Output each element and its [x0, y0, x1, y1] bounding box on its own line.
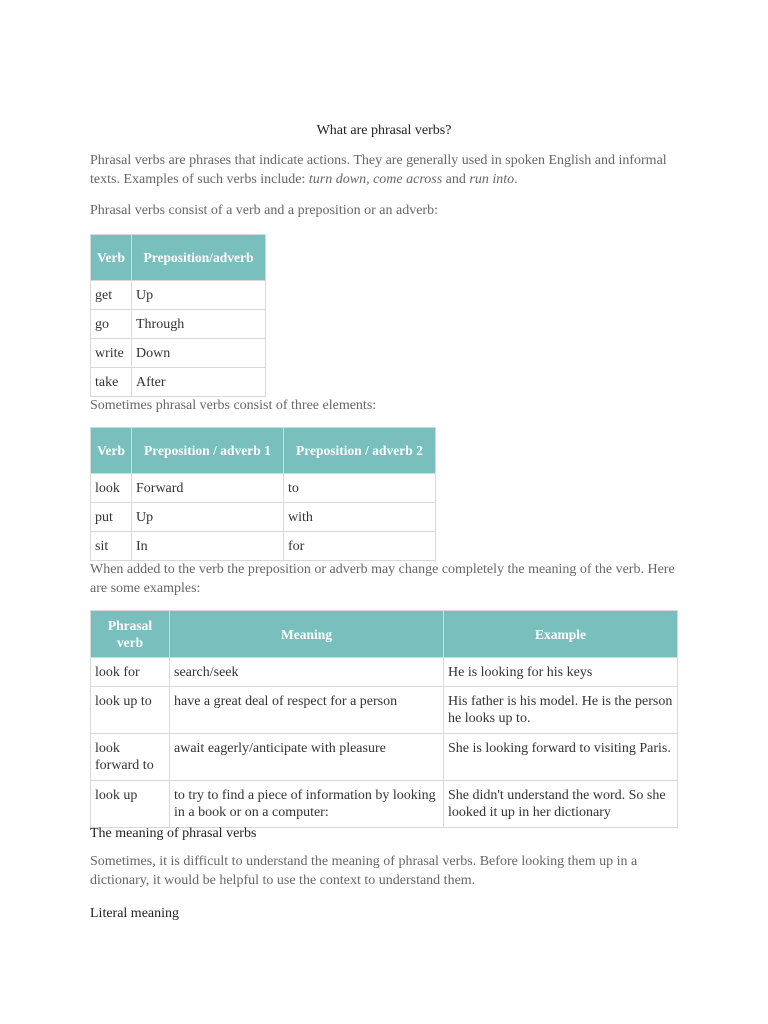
- table-row: [91, 368, 266, 397]
- table-header-row: [91, 611, 678, 658]
- table-cell: look: [91, 474, 132, 503]
- table-cell: Up: [132, 281, 266, 310]
- verb-structure-paragraph: Phrasal verbs consist of a verb and a preposition or an adverb:: [90, 203, 438, 218]
- table-header-row: [91, 235, 266, 281]
- page-title: What are phrasal verbs?: [316, 123, 452, 138]
- meaning-paragraph: Sometimes, it is difficult to understand the meaning of phrasal verbs. Before looking them up in a dictionary, it would be helpful to use the context to understand them.: [90, 854, 638, 888]
- table-cell: look up: [91, 781, 170, 828]
- table-cell: search/seek: [170, 658, 444, 687]
- table-row: [91, 339, 266, 368]
- table-row: [91, 503, 436, 532]
- column-header: Verb: [91, 428, 132, 474]
- table-cell: to: [284, 474, 436, 503]
- table-cell: After: [132, 368, 266, 397]
- table-cell: Down: [132, 339, 266, 368]
- intro-end: .: [514, 172, 518, 187]
- table-cell: His father is his model. He is the person he looks up to.: [444, 687, 678, 734]
- phrasal-verb-examples-table: [90, 610, 678, 828]
- table-cell: with: [284, 503, 436, 532]
- table-cell: Up: [132, 503, 284, 532]
- column-header: Preposition/adverb: [132, 235, 266, 281]
- intro-and: and: [442, 172, 470, 187]
- table-cell: He is looking for his keys: [444, 658, 678, 687]
- two-element-table: [90, 234, 266, 397]
- table-cell: Through: [132, 310, 266, 339]
- table-cell: write: [91, 339, 132, 368]
- intro-example-2: run into: [469, 172, 515, 187]
- table-cell: go: [91, 310, 132, 339]
- table-cell: sit: [91, 532, 132, 561]
- table-row: [91, 734, 678, 781]
- table-row: [91, 281, 266, 310]
- table-row: [91, 532, 436, 561]
- three-elements-paragraph: Sometimes phrasal verbs consist of three elements:: [90, 398, 377, 413]
- table-row: [91, 687, 678, 734]
- table-row: [91, 658, 678, 687]
- table-cell: get: [91, 281, 132, 310]
- table-row: [91, 474, 436, 503]
- table-cell: She is looking forward to visiting Paris.: [444, 734, 678, 781]
- table-row: [91, 310, 266, 339]
- column-header: Preposition / adverb 1: [132, 428, 284, 474]
- table-cell: have a great deal of respect for a person: [170, 687, 444, 734]
- table-cell: to try to find a piece of information by looking in a book or on a computer:: [170, 781, 444, 828]
- column-header: Verb: [91, 235, 132, 281]
- table-cell: take: [91, 368, 132, 397]
- table-cell: look for: [91, 658, 170, 687]
- table-cell: She didn't understand the word. So she looked it up in her dictionary: [444, 781, 678, 828]
- meaning-change-paragraph: When added to the verb the preposition or adverb may change completely the meaning of the verb. Here are some examples:: [90, 562, 675, 596]
- table-header-row: [91, 428, 436, 474]
- intro-example-1: turn down, come across: [308, 172, 443, 187]
- column-header: Example: [444, 611, 678, 658]
- intro-text: Phrasal verbs are phrases that indicate actions. They are generally used in spoken English and informal texts. Examples of such verbs include:: [90, 153, 667, 187]
- table-cell: await eagerly/anticipate with pleasure: [170, 734, 444, 781]
- intro-paragraph: [90, 151, 680, 189]
- table-cell: look up to: [91, 687, 170, 734]
- table-cell: put: [91, 503, 132, 532]
- table-cell: for: [284, 532, 436, 561]
- section-heading-literal: Literal meaning: [90, 906, 180, 921]
- three-element-table: [90, 427, 436, 561]
- table-cell: In: [132, 532, 284, 561]
- table-cell: look forward to: [91, 734, 170, 781]
- section-heading-meaning: The meaning of phrasal verbs: [90, 826, 257, 841]
- table-row: [91, 781, 678, 828]
- column-header: Preposition / adverb 2: [284, 428, 436, 474]
- table-cell: Forward: [132, 474, 284, 503]
- column-header: Phrasal verb: [91, 611, 170, 658]
- column-header: Meaning: [170, 611, 444, 658]
